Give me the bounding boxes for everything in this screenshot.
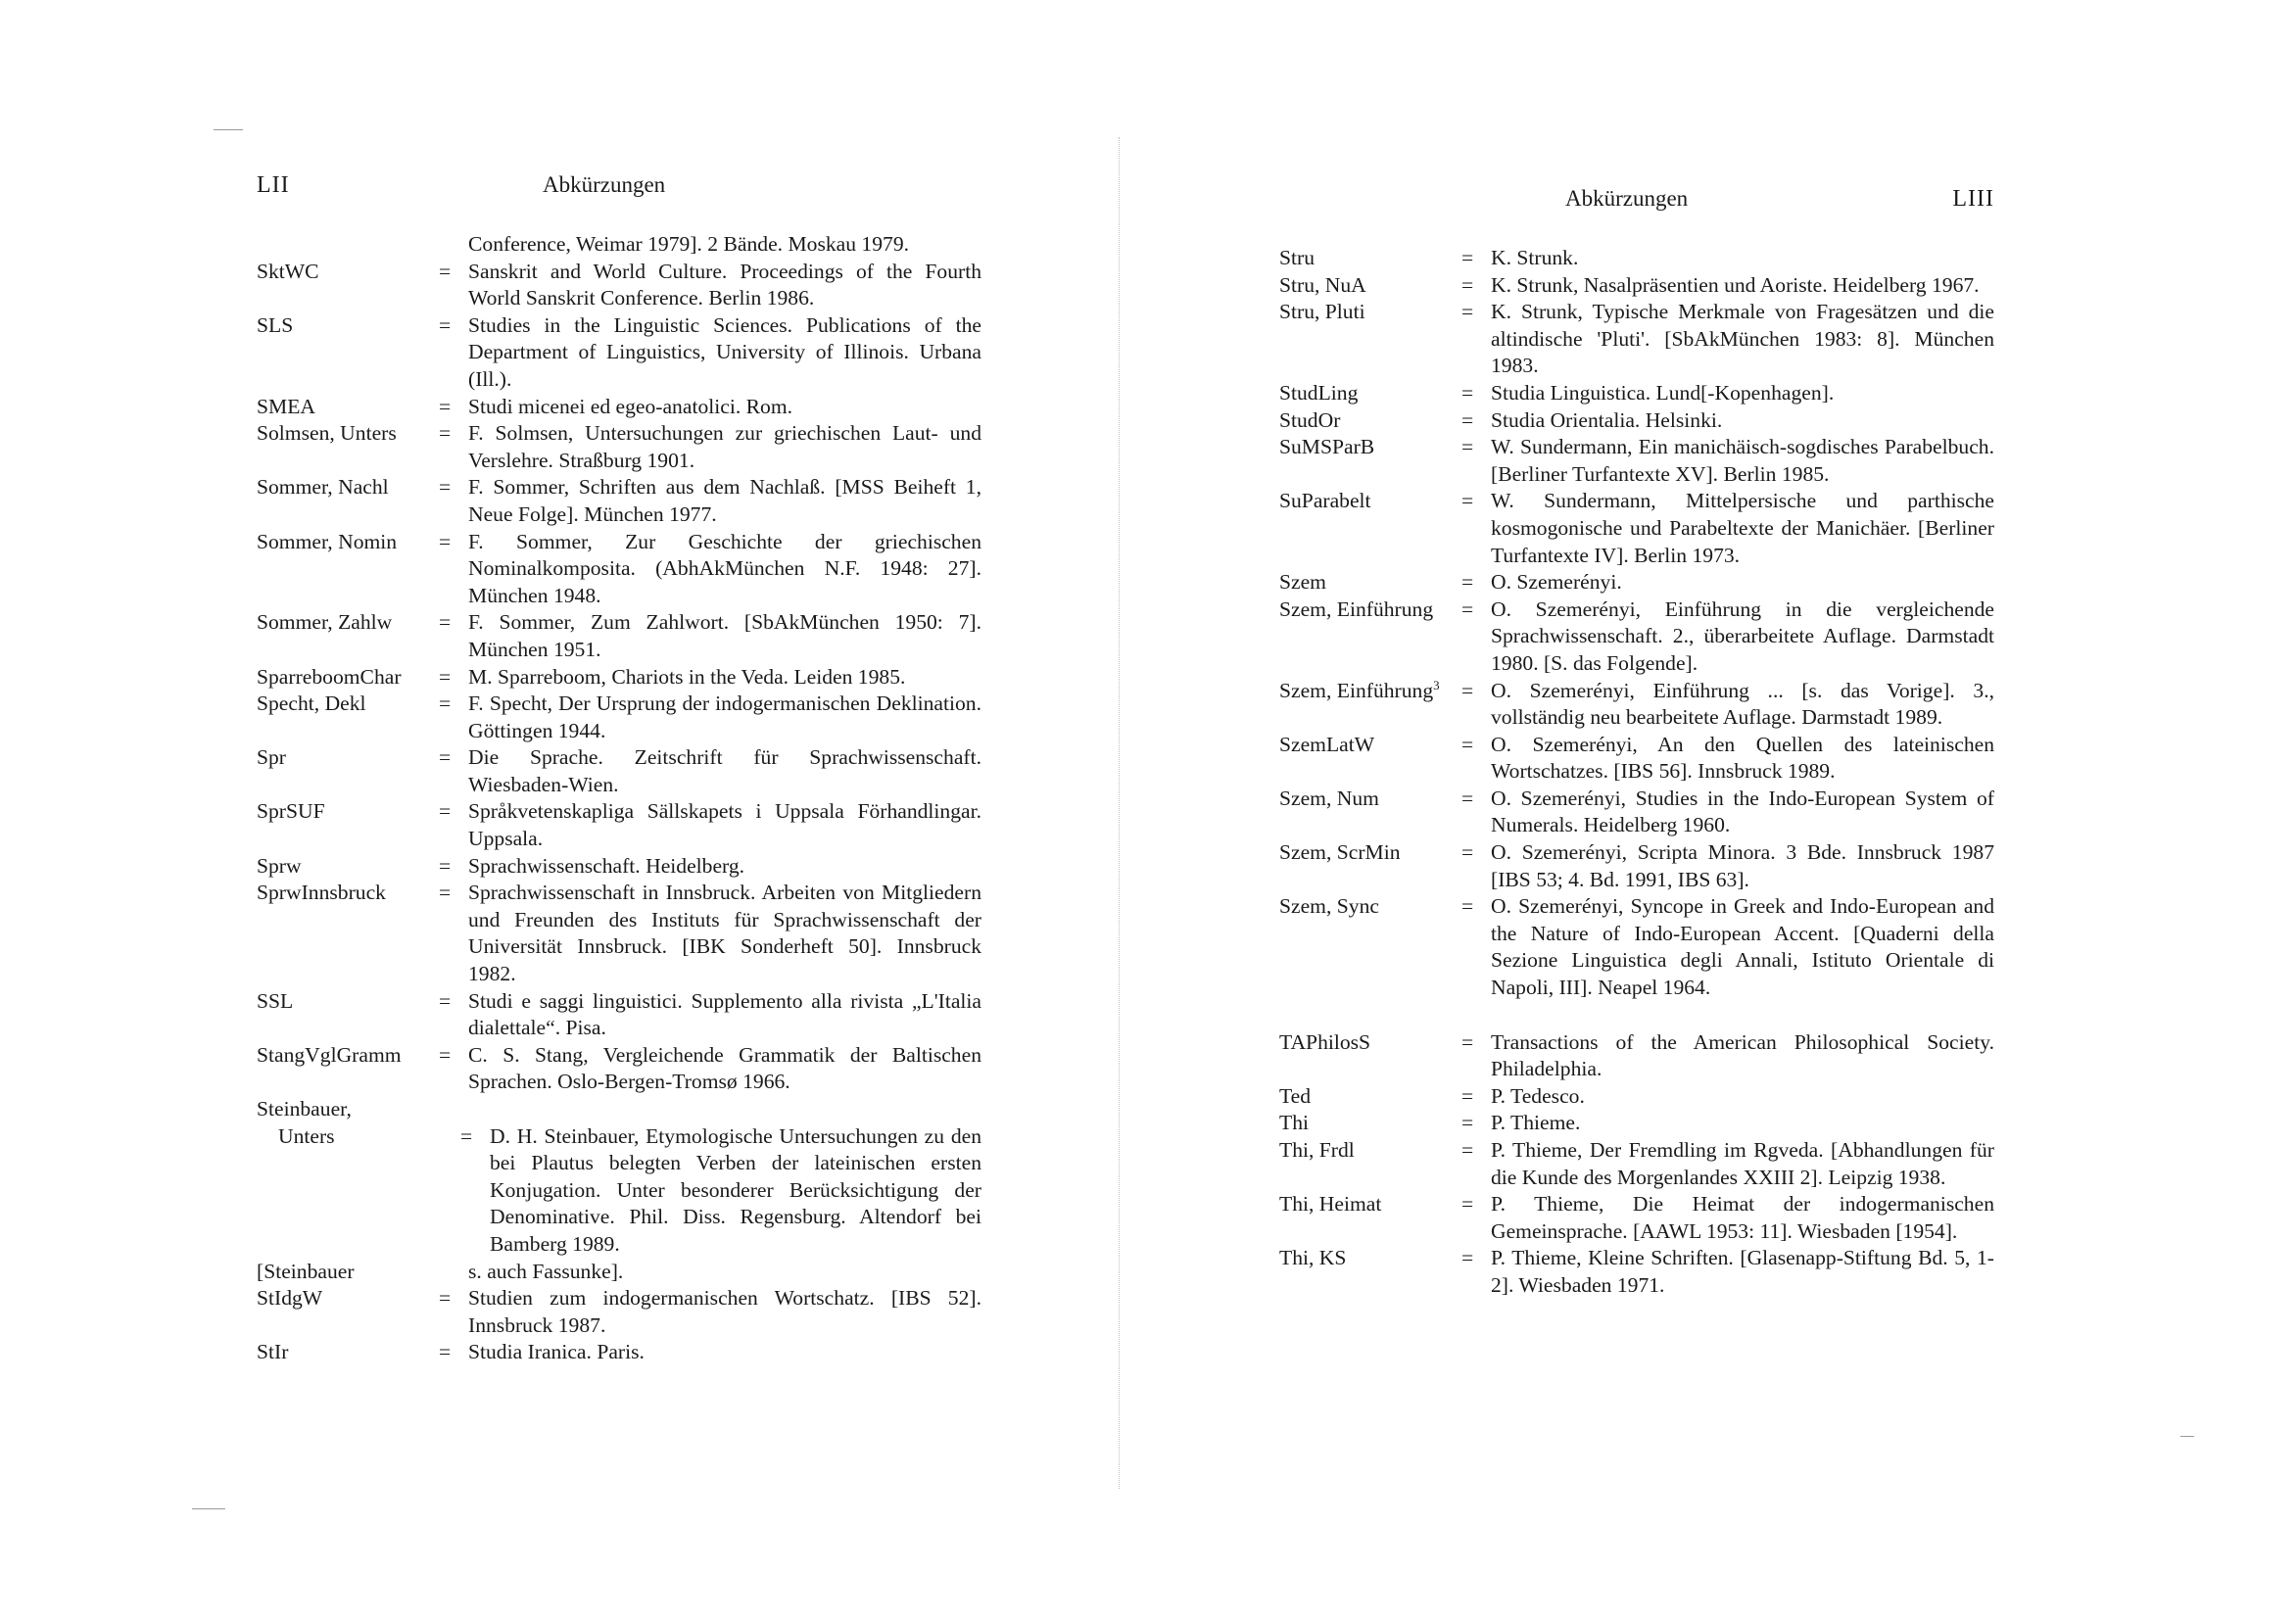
entry-definition: Transactions of the American Philosophical Society. Philadelphia. (1491, 1029, 1994, 1081)
entry-abbreviation (1279, 732, 1461, 759)
entry-equals-sign: = (439, 1286, 452, 1311)
entry-abbreviation (257, 798, 439, 826)
entry-abbreviation-text: SLS (257, 312, 294, 337)
entry-abbreviation-text: Szem (1279, 570, 1326, 595)
entry-abbreviation-text: Szem, ScrMin (1279, 840, 1401, 865)
entry-abbreviation (1279, 1029, 1461, 1057)
entry-equals-sign: = (439, 664, 452, 689)
entry-abbreviation-text: Stru, NuA (1279, 272, 1366, 297)
entry-abbreviation (257, 853, 439, 881)
entry-definition: P. Thieme, Kleine Schriften. [Glasenapp-Stiftung Bd. 5, 1-2]. Wiesbaden 1971. (1491, 1246, 1994, 1297)
entry-definition: K. Strunk, Nasalpräsentien und Aoriste. Heidelberg 1967. (1491, 272, 1980, 297)
entry-abbreviation-text: Szem, Sync (1279, 894, 1379, 919)
section-gap (1279, 1002, 1994, 1029)
entry-definition: W. Sundermann, Mittelpersische und parthische kosmogonische und Parabeltexte der Manichäer. [Berliner Turfantexte IV]. Berlin 1973. (1491, 489, 1994, 567)
abbreviation-entry (257, 880, 981, 987)
entry-definition: O. Szemerényi, Syncope in Greek and Indo-European and the Nature of Indo-European Accent. [Quaderni della Sezione Linguistica degli Annali, Istituto Orientale di Napoli, III]. Neapel 1964. (1491, 894, 1994, 1000)
entry-abbreviation-text: Spr (257, 745, 286, 770)
entry-abbreviation (1279, 299, 1461, 326)
abbreviation-entry (257, 312, 981, 394)
abbreviation-entry (1279, 488, 1994, 569)
entry-abbreviation (257, 1339, 439, 1366)
entry-definition: Studi micenei ed egeo-anatolici. Rom. (468, 394, 793, 418)
entry-equals-sign: = (439, 259, 452, 283)
page-number: LIII (1952, 186, 1994, 212)
right-page (1279, 186, 1994, 1300)
entry-definition: Sprachwissenschaft. Heidelberg. (468, 853, 745, 878)
running-title: Abkürzungen (1565, 186, 1689, 211)
abbreviation-entry (1279, 1029, 1994, 1083)
entry-abbreviation (257, 1096, 439, 1123)
entry-equals-sign: = (1461, 489, 1474, 513)
entry-abbreviation (1279, 893, 1461, 921)
abbreviation-list (1279, 245, 1994, 1300)
abbreviation-entry (257, 853, 981, 881)
entry-abbreviation (257, 664, 439, 692)
entry-definition: K. Strunk. (1491, 246, 1579, 269)
entry-equals-sign: = (460, 1123, 473, 1148)
entry-equals-sign: = (1461, 435, 1474, 459)
entry-abbreviation (1279, 839, 1461, 867)
entry-abbreviation (1279, 1083, 1461, 1111)
entry-abbreviation-text: StudLing (1279, 380, 1359, 405)
entry-definition: C. S. Stang, Vergleichende Grammatik der Baltischen Sprachen. Oslo-Bergen-Tromsø 1966. (468, 1042, 981, 1094)
abbreviation-entry (1279, 272, 1994, 300)
abbreviation-entry (1279, 596, 1994, 678)
entry-abbreviation (1279, 569, 1461, 596)
abbreviation-entry (1279, 1191, 1994, 1245)
entry-definition: Studi e saggi linguistici. Supplemento alla rivista „L'Italia dialettale“. Pisa. (468, 988, 981, 1040)
entry-definition: F. Solmsen, Untersuchungen zur griechischen Laut- und Verslehre. Straßburg 1901. (468, 421, 981, 472)
entry-equals-sign: = (1461, 1111, 1474, 1135)
left-page (257, 172, 981, 1366)
abbreviation-entry (257, 529, 981, 610)
abbreviation-entry (257, 1339, 981, 1366)
entry-abbreviation (1279, 1245, 1461, 1272)
entry-abbreviation (1279, 1110, 1461, 1137)
entry-abbreviation-text: Solmsen, Unters (257, 421, 397, 446)
entry-abbreviation-text: SSL (257, 988, 294, 1013)
entry-equals-sign: = (1461, 1246, 1474, 1270)
abbreviation-entry (1279, 245, 1994, 272)
entry-abbreviation (257, 988, 439, 1016)
entry-abbreviation (257, 1259, 439, 1286)
entry-abbreviation-text: Steinbauer, (257, 1097, 352, 1121)
entry-abbreviation-text: Stru, Pluti (1279, 300, 1365, 324)
entry-definition: P. Tedesco. (1491, 1083, 1585, 1108)
abbreviation-entry (257, 664, 981, 692)
entry-abbreviation-text: TAPhilosS (1279, 1029, 1371, 1054)
entry-definition: P. Thieme, Die Heimat der indogermanischen Gemeinsprache. [AAWL 1953: 11]. Wiesbaden [1954]. (1491, 1192, 1994, 1243)
entry-equals-sign: = (1461, 732, 1474, 756)
entry-equals-sign: = (439, 692, 452, 716)
entry-abbreviation-text: SprSUF (257, 799, 325, 824)
entry-definition: Studia Linguistica. Lund[-Kopenhagen]. (1491, 380, 1835, 405)
entry-abbreviation (257, 880, 439, 907)
entry-abbreviation-text: StIdgW (257, 1286, 323, 1311)
abbreviation-entry (1279, 1137, 1994, 1191)
entry-definition: O. Szemerényi, Studies in the Indo-European System of Numerals. Heidelberg 1960. (1491, 786, 1994, 837)
entry-definition: Die Sprache. Zeitschrift für Sprachwissenschaft. Wiesbaden-Wien. (468, 745, 981, 796)
entry-abbreviation-text: Thi, Heimat (1279, 1192, 1382, 1216)
abbreviation-entry (1279, 380, 1994, 407)
entry-abbreviation-text: Sommer, Nomin (257, 529, 398, 553)
entry-abbreviation-text: Stru (1279, 246, 1315, 269)
entry-abbreviation (1279, 407, 1461, 435)
entry-equals-sign: = (1461, 407, 1474, 432)
entry-equals-sign: = (1461, 1029, 1474, 1054)
entry-equals-sign: = (439, 853, 452, 878)
entry-abbreviation-text: Sprw (257, 853, 302, 878)
page-gutter (1119, 137, 1120, 1489)
entry-abbreviation-text: Thi (1279, 1111, 1309, 1135)
abbreviation-entry (1279, 1083, 1994, 1111)
entry-abbreviation-text: Sommer, Zahlw (257, 610, 393, 635)
abbreviation-entry (257, 259, 981, 312)
abbreviation-entry (257, 231, 981, 259)
entry-definition: O. Szemerényi, Einführung in die vergleichende Sprachwissenschaft. 2., überarbeitete Auflage. Darmstadt 1980. [S. das Folgende]. (1491, 596, 1994, 675)
entry-definition: D. H. Steinbauer, Etymologische Untersuchungen zu den bei Plautus belegten Verben der lateinischen ersten Konjugation. Unter besonderer Berücksichtigung der Denominative. Phil. Diss. Regensburg. Altendorf bei Bamberg 1989. (490, 1123, 981, 1256)
entry-abbreviation-text: SprwInnsbruck (257, 881, 386, 905)
entry-abbreviation (257, 474, 439, 501)
abbreviation-entry (1279, 299, 1994, 380)
entry-definition: F. Sommer, Zum Zahlwort. [SbAkMünchen 1950: 7]. München 1951. (468, 610, 981, 661)
abbreviation-entry (1279, 569, 1994, 596)
abbreviation-entry (257, 474, 981, 528)
abbreviation-entry (257, 1123, 981, 1259)
entry-definition: O. Szemerényi. (1491, 570, 1622, 595)
entry-abbreviation-text: SuMSParB (1279, 435, 1375, 459)
entry-abbreviation-text: StIr (257, 1340, 289, 1364)
entry-equals-sign: = (1461, 272, 1474, 297)
entry-equals-sign: = (439, 881, 452, 905)
entry-equals-sign: = (1461, 1083, 1474, 1108)
entry-abbreviation (1279, 488, 1461, 515)
entry-equals-sign: = (439, 988, 452, 1013)
entry-abbreviation (1279, 245, 1461, 272)
entry-abbreviation (257, 394, 439, 421)
entry-abbreviation (257, 1123, 460, 1151)
entry-abbreviation (1279, 380, 1461, 407)
abbreviation-entry (257, 1285, 981, 1339)
entry-equals-sign: = (1461, 570, 1474, 595)
entry-equals-sign: = (439, 394, 452, 418)
entry-definition: Sanskrit and World Culture. Proceedings of the Fourth World Sanskrit Conference. Berlin 1986. (468, 259, 981, 310)
abbreviation-entry (257, 420, 981, 474)
entry-abbreviation-text: StangVglGramm (257, 1042, 402, 1067)
entry-superscript: 3 (1433, 677, 1440, 692)
abbreviation-entry (257, 609, 981, 663)
entry-definition: Studies in the Linguistic Sciences. Publications of the Department of Linguistics, University of Illinois. Urbana (Ill.). (468, 312, 981, 391)
entry-abbreviation-text: Thi, KS (1279, 1246, 1347, 1270)
entry-definition: s. auch Fassunke]. (468, 1259, 624, 1283)
entry-abbreviation-text: SMEA (257, 394, 315, 418)
entry-abbreviation (257, 312, 439, 340)
scan-speck (2180, 1436, 2194, 1437)
entry-equals-sign: = (1461, 246, 1474, 269)
abbreviation-list (257, 231, 981, 1366)
abbreviation-entry (257, 798, 981, 852)
abbreviation-entry (257, 394, 981, 421)
entry-definition: O. Szemerényi, An den Quellen des lateinischen Wortschatzes. [IBS 56]. Innsbruck 1989. (1491, 732, 1994, 784)
entry-definition: P. Thieme. (1491, 1111, 1581, 1135)
entry-abbreviation (257, 691, 439, 718)
abbreviation-entry (1279, 434, 1994, 488)
abbreviation-entry (1279, 1245, 1994, 1299)
abbreviation-entry (257, 1042, 981, 1096)
entry-equals-sign: = (439, 421, 452, 446)
entry-abbreviation (257, 1042, 439, 1070)
abbreviation-entry (1279, 407, 1994, 435)
entry-equals-sign: = (439, 745, 452, 770)
entry-abbreviation (257, 420, 439, 448)
entry-equals-sign: = (1461, 380, 1474, 405)
abbreviation-entry (1279, 839, 1994, 893)
entry-abbreviation-text: Sommer, Nachl (257, 475, 389, 500)
abbreviation-entry (1279, 1110, 1994, 1137)
abbreviation-entry (257, 1096, 981, 1123)
entry-abbreviation-text: SktWC (257, 259, 319, 283)
entry-equals-sign: = (1461, 1192, 1474, 1216)
abbreviation-entry (1279, 893, 1994, 1001)
entry-definition: Sprachwissenschaft in Innsbruck. Arbeiten von Mitgliedern und Freunden des Instituts für Sprachwissenschaft der Universität Innsbruck. [IBK Sonderheft 50]. Innsbruck 1982. (468, 881, 981, 986)
page-header (1279, 186, 1994, 245)
entry-definition: O. Szemerényi, Einführung ... [s. das Vorige]. 3., vollständig neu bearbeitete Auflage. Darmstadt 1989. (1491, 678, 1994, 730)
entry-equals-sign: = (1461, 596, 1474, 621)
entry-abbreviation-text: Szem, Num (1279, 786, 1379, 810)
entry-definition: Språkvetenskapliga Sällskapets i Uppsala Förhandlingar. Uppsala. (468, 799, 981, 851)
entry-abbreviation-text: SparreboomChar (257, 664, 402, 689)
entry-abbreviation (1279, 596, 1461, 624)
entry-abbreviation-text: Thi, Frdl (1279, 1138, 1355, 1162)
running-title: Abkürzungen (543, 172, 666, 197)
entry-abbreviation (1279, 272, 1461, 300)
entry-definition: O. Szemerényi, Scripta Minora. 3 Bde. Innsbruck 1987 [IBS 53; 4. Bd. 1991, IBS 63]. (1491, 840, 1994, 891)
abbreviation-entry (257, 1259, 981, 1286)
entry-abbreviation (1279, 1191, 1461, 1218)
entry-equals-sign: = (439, 475, 452, 500)
entry-definition: Studia Iranica. Paris. (468, 1340, 645, 1364)
entry-abbreviation (257, 744, 439, 772)
entry-abbreviation-text: Specht, Dekl (257, 692, 366, 716)
abbreviation-entry (257, 988, 981, 1042)
entry-equals-sign: = (1461, 678, 1474, 702)
abbreviation-entry (1279, 678, 1994, 732)
entry-definition: K. Strunk, Typische Merkmale von Fragesätzen und die altindische 'Pluti'. [SbAkMünchen 1983: 8]. München 1983. (1491, 300, 1994, 378)
page-header (257, 172, 981, 231)
entry-abbreviation-text: Szem, Einführung (1279, 678, 1434, 702)
entry-abbreviation-text: StudOr (1279, 407, 1341, 432)
entry-abbreviation (257, 609, 439, 637)
entry-equals-sign: = (439, 529, 452, 553)
entry-definition: Studia Orientalia. Helsinki. (1491, 407, 1723, 432)
entry-abbreviation (1279, 434, 1461, 461)
entry-equals-sign: = (1461, 786, 1474, 810)
entry-equals-sign: = (1461, 840, 1474, 865)
entry-abbreviation (1279, 786, 1461, 813)
entry-definition: Conference, Weimar 1979]. 2 Bände. Moskau 1979. (468, 232, 910, 256)
abbreviation-entry (1279, 732, 1994, 786)
entry-definition: F. Sommer, Schriften aus dem Nachlaß. [MSS Beiheft 1, Neue Folge]. München 1977. (468, 475, 981, 526)
entry-equals-sign: = (439, 610, 452, 635)
entry-definition: F. Sommer, Zur Geschichte der griechischen Nominalkomposita. (AbhAkMünchen N.F. 1948: 27]. München 1948. (468, 529, 981, 607)
entry-abbreviation-text: Ted (1279, 1083, 1312, 1108)
entry-equals-sign: = (1461, 300, 1474, 324)
scan-speck (192, 1508, 225, 1509)
abbreviation-entry (257, 744, 981, 798)
entry-abbreviation-text: [Steinbauer (257, 1259, 355, 1283)
entry-abbreviation-text: Szem, Einführung (1279, 596, 1434, 621)
entry-definition: M. Sparreboom, Chariots in the Veda. Leiden 1985. (468, 664, 906, 689)
entry-equals-sign: = (439, 1042, 452, 1067)
entry-abbreviation (257, 1285, 439, 1312)
entry-abbreviation (1279, 678, 1461, 705)
scan-speck (214, 129, 243, 130)
entry-abbreviation (257, 529, 439, 556)
entry-abbreviation-text: SuParabelt (1279, 489, 1371, 513)
entry-abbreviation (257, 259, 439, 286)
entry-definition: P. Thieme, Der Fremdling im Rgveda. [Abhandlungen für die Kunde des Morgenlandes XXIII 2]. Leipzig 1938. (1491, 1138, 1994, 1189)
entry-equals-sign: = (1461, 1138, 1474, 1162)
entry-definition: Studien zum indogermanischen Wortschatz. [IBS 52]. Innsbruck 1987. (468, 1286, 981, 1337)
entry-abbreviation-text: Unters (278, 1123, 335, 1148)
entry-equals-sign: = (439, 1340, 452, 1364)
entry-abbreviation (1279, 1137, 1461, 1165)
entry-equals-sign: = (1461, 894, 1474, 919)
abbreviation-entry (257, 691, 981, 744)
entry-definition: F. Specht, Der Ursprung der indogermanischen Deklination. Göttingen 1944. (468, 692, 981, 742)
page-number: LII (257, 172, 290, 198)
entry-equals-sign: = (439, 312, 452, 337)
entry-equals-sign: = (439, 799, 452, 824)
entry-definition: W. Sundermann, Ein manichäisch-sogdisches Parabelbuch. [Berliner Turfantexte XV]. Berlin 1985. (1491, 435, 1994, 486)
abbreviation-entry (1279, 786, 1994, 839)
entry-abbreviation-text: SzemLatW (1279, 732, 1375, 756)
